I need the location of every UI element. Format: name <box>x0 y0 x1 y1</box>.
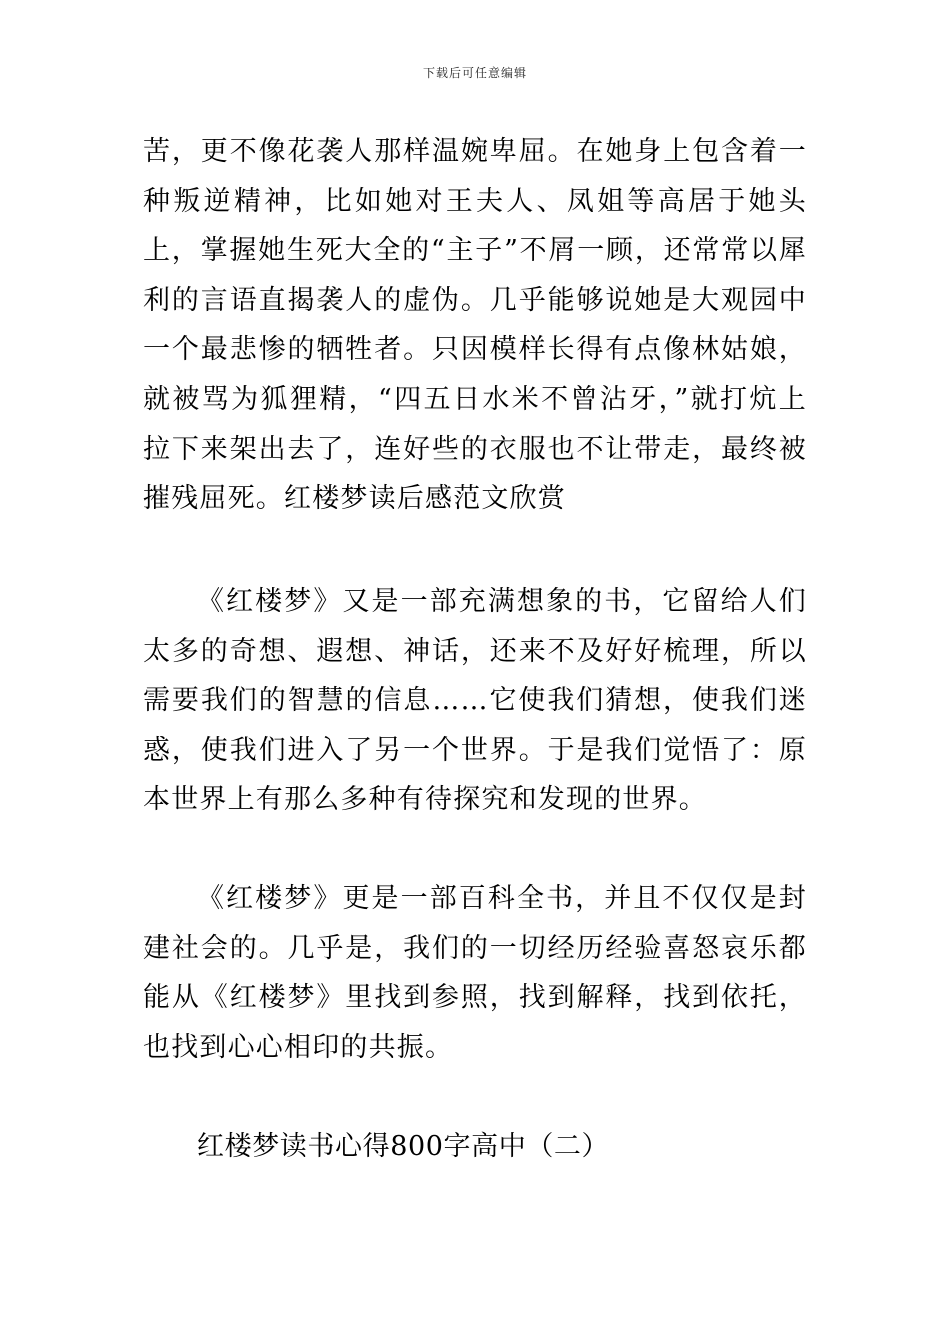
header-note: 下载后可任意编辑 <box>422 66 527 80</box>
paragraph-3: 《红楼梦》更是一部百科全书，并且不仅仅是封建社会的。几乎是，我们的一切经历经验喜怒哀乐都能从《红楼梦》里找到参照，找到解释，找到依托，也找到心心相印的共振。 <box>143 883 807 1063</box>
section-heading: 红楼梦读书心得800字高中（二） <box>197 1131 610 1162</box>
paragraph-1: 苦，更不像花袭人那样温婉卑屈。在她身上包含着一种叛逆精神，比如她对王夫人、凤姐等高居于她头上，掌握她生死大全的“主子”不屑一顾，还常常以犀利的言语直揭袭人的虚伪。几乎能够说她是大观园中一个最悲惨的牺牲者。只因模样长得有点像林姑娘，就被骂为狐狸精，“四五日水米不曾沾牙，”就打炕上拉下来架出去了，连好些的衣服也不让带走，最终被摧残屈死。红楼梦读后感范文欣赏 <box>143 136 807 515</box>
paragraph-2: 《红楼梦》又是一部充满想象的书，它留给人们太多的奇想、遐想、神话，还来不及好好梳理，所以需要我们的智慧的信息……它使我们猜想，使我们迷惑，使我们进入了另一个世界。于是我们觉悟了：原本世界上有那么多种有待探究和发现的世界。 <box>143 586 807 816</box>
